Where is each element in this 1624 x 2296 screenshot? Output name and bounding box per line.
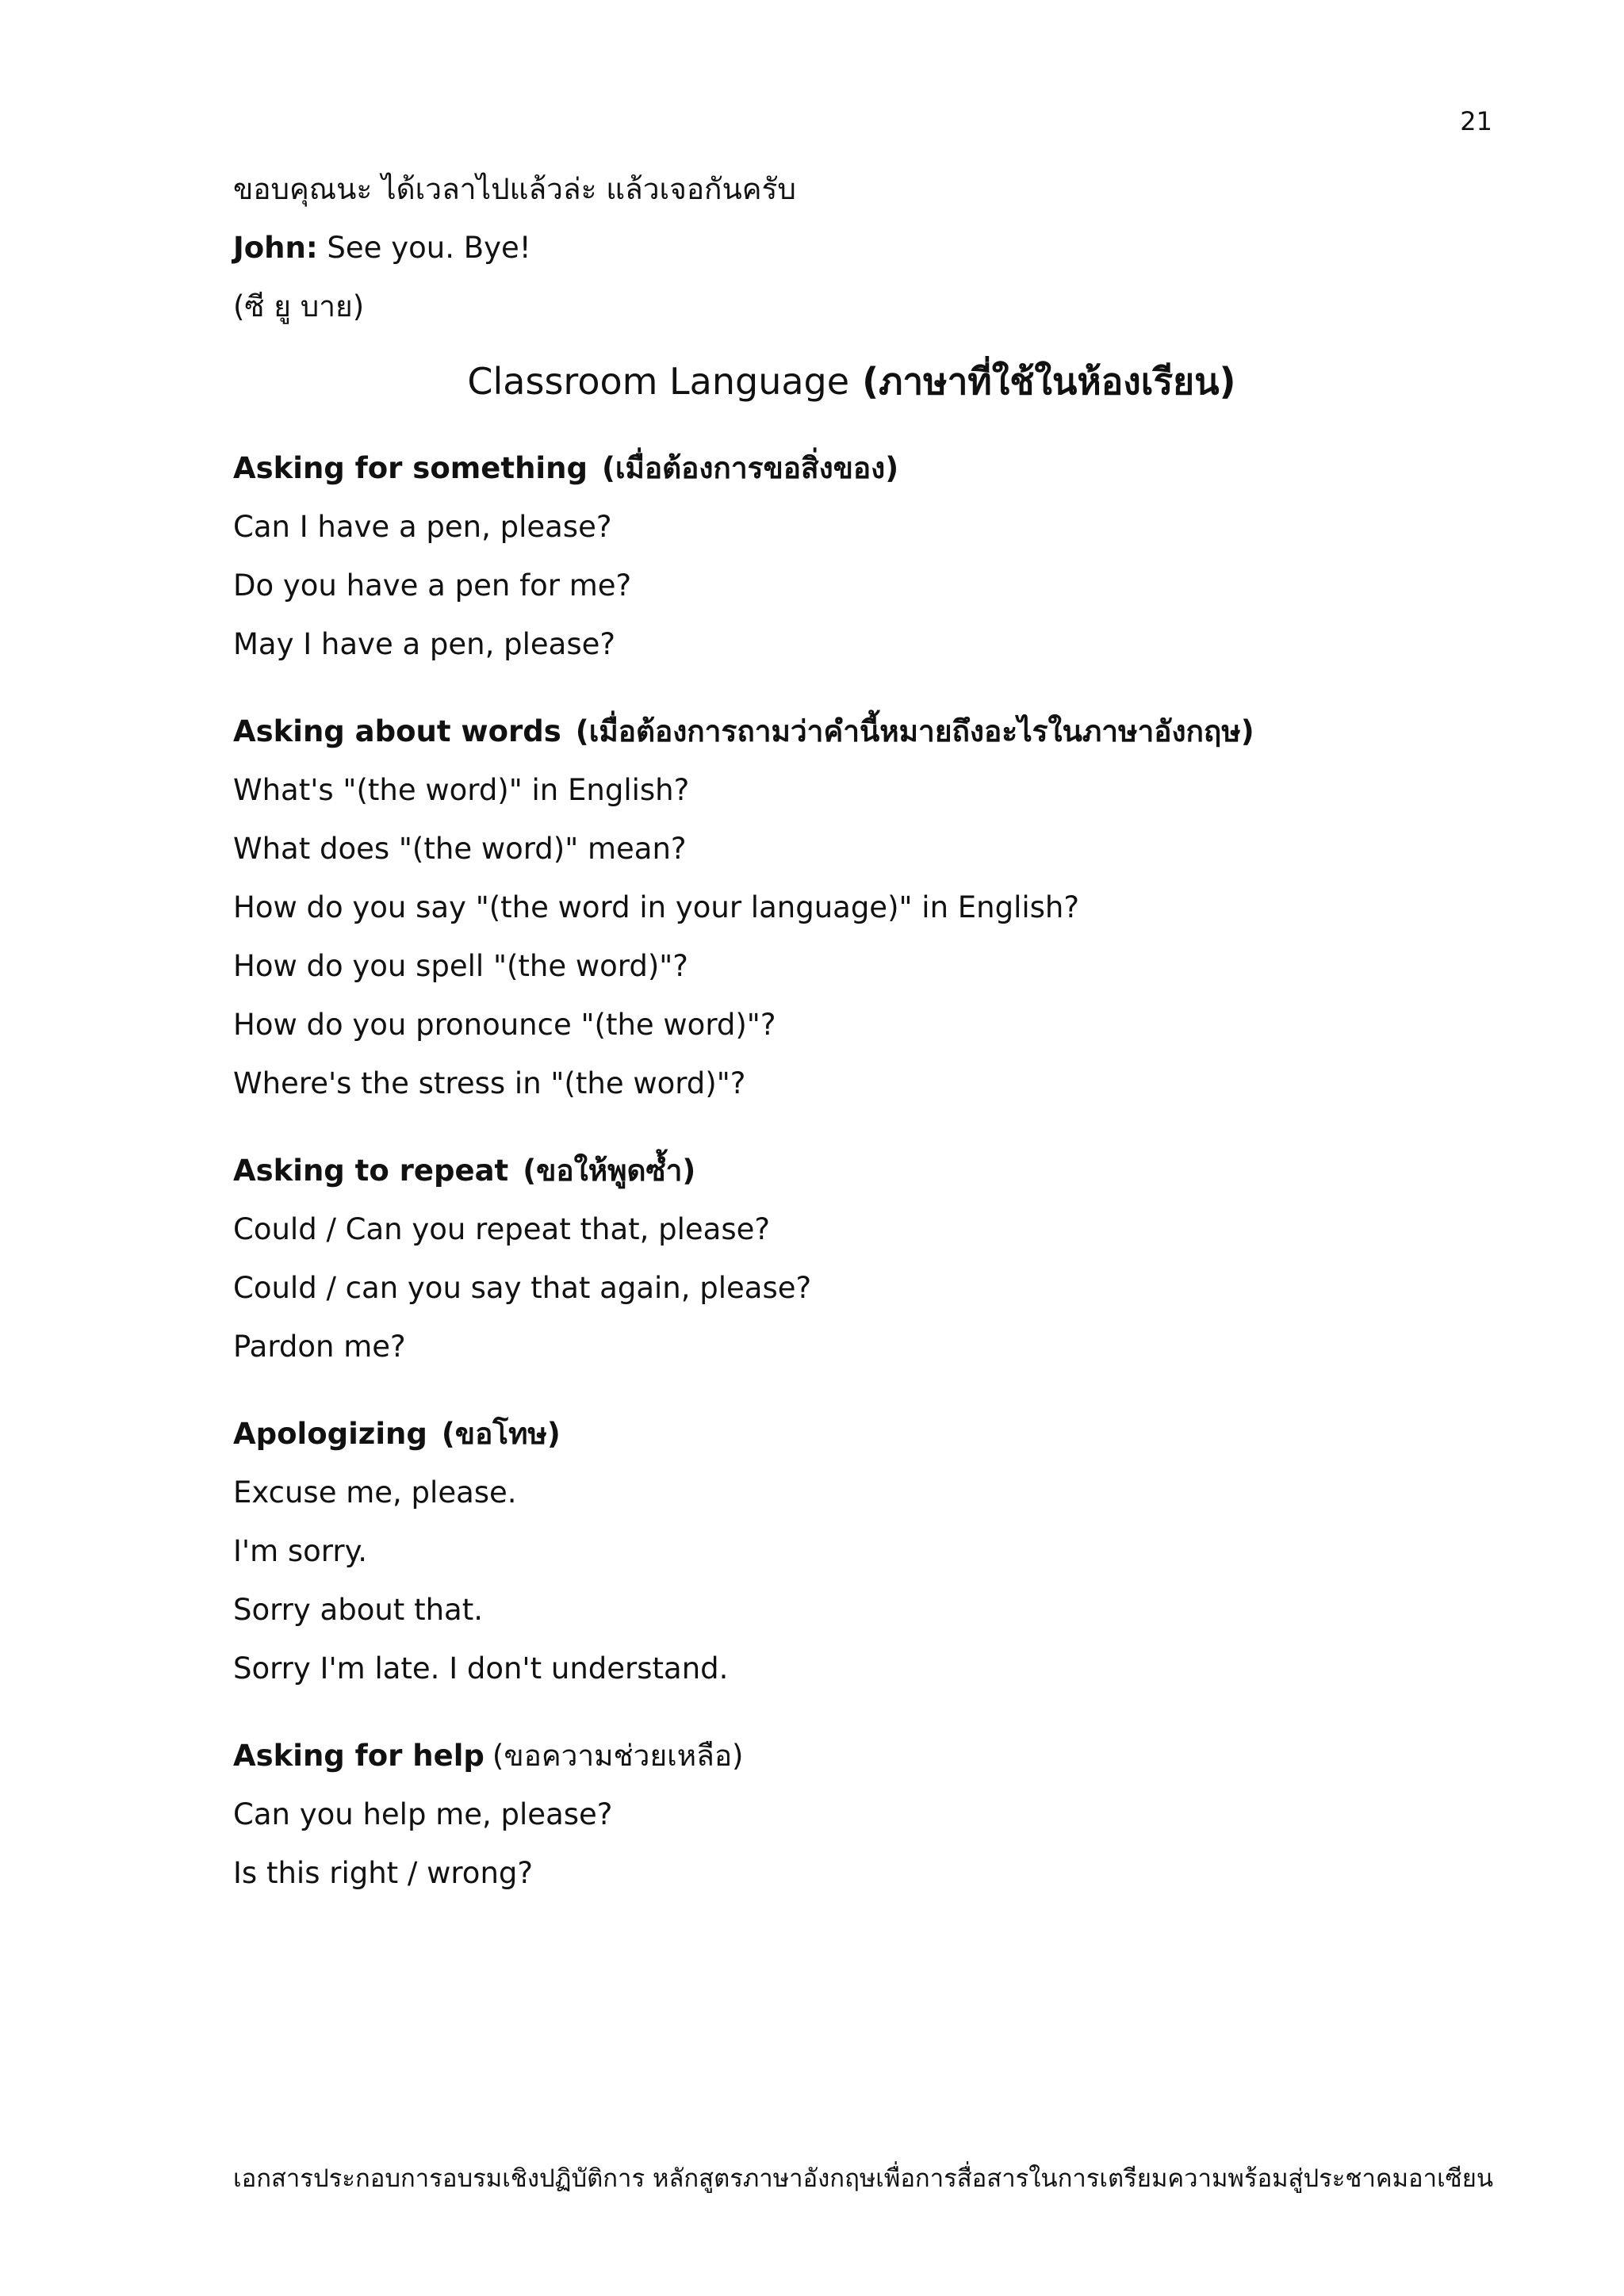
page-footer: เอกสารประกอบการอบรมเชิงปฏิบัติการ หลักสูตรภาษาอังกฤษเพื่อการสื่อสารในการเตรียมความพร้อมสู่ประชาคมอาเซียน	[233, 2164, 1494, 2193]
phrase-line: What's "(the word)" in English?	[233, 773, 690, 807]
section-heading-en: Apologizing	[233, 1417, 427, 1451]
section-heading-en: Asking to repeat	[233, 1154, 509, 1188]
section-heading	[233, 439, 1502, 498]
page-number: 21	[1460, 106, 1492, 136]
title-english: Classroom Language	[467, 360, 850, 403]
section-asking-for-help	[233, 1727, 1502, 1903]
section-heading	[233, 1142, 1502, 1200]
section-asking-for-something	[233, 439, 1502, 674]
phrase-line: Excuse me, please.	[233, 1475, 517, 1510]
phrase-line: How do you spell "(the word)"?	[233, 949, 688, 983]
section-asking-about-words	[233, 702, 1502, 1113]
phrase-line: Sorry I'm late. I don't understand.	[233, 1651, 729, 1686]
section-heading-en: Asking about words	[233, 714, 561, 748]
section-heading-en: Asking for something	[233, 451, 588, 485]
dialogue-line	[233, 219, 1502, 277]
intro-thai-line: ขอบคุณนะ ได้เวลาไปแล้วล่ะ แล้วเจอกันครับ	[233, 172, 796, 206]
phrase-line: Pardon me?	[233, 1330, 406, 1364]
section-heading-th: (ขอความช่วยเหลือ)	[492, 1739, 744, 1773]
phrase-line: How do you say "(the word in your language)" in English?	[233, 890, 1080, 924]
speaker-name: John:	[233, 231, 318, 265]
phrase-line: How do you pronounce "(the word)"?	[233, 1008, 776, 1042]
section-asking-to-repeat	[233, 1142, 1502, 1376]
pronunciation-line: (ซี ยู บาย)	[233, 289, 365, 323]
phrase-line: May I have a pen, please?	[233, 627, 616, 661]
phrase-line: Is this right / wrong?	[233, 1856, 534, 1890]
page-title	[233, 352, 1470, 411]
section-heading	[233, 702, 1502, 761]
phrase-line: Can you help me, please?	[233, 1797, 613, 1831]
speaker-text: See you. Bye!	[317, 231, 531, 265]
section-heading-th: (ขอโทษ)	[441, 1417, 561, 1451]
phrase-line: I'm sorry.	[233, 1534, 367, 1568]
phrase-line: Sorry about that.	[233, 1593, 483, 1627]
title-thai: (ภาษาที่ใช้ในห้องเรียน)	[862, 360, 1236, 403]
section-heading	[233, 1727, 1502, 1785]
phrase-line: What does "(the word)" mean?	[233, 832, 687, 866]
section-heading-en: Asking for help	[233, 1739, 485, 1773]
phrase-line: Can I have a pen, please?	[233, 510, 612, 544]
section-apologizing	[233, 1405, 1502, 1698]
section-heading-th: (ขอให้พูดซ้ำ)	[523, 1154, 696, 1188]
phrase-line: Could / can you say that again, please?	[233, 1271, 812, 1305]
section-heading	[233, 1405, 1502, 1464]
section-heading-th: (เมื่อต้องการขอสิ่งของ)	[601, 451, 899, 485]
phrase-line: Where's the stress in "(the word)"?	[233, 1066, 746, 1100]
document-body	[233, 160, 1502, 1903]
phrase-line: Do you have a pen for me?	[233, 568, 632, 603]
phrase-line: Could / Can you repeat that, please?	[233, 1212, 771, 1246]
section-heading-th: (เมื่อต้องการถามว่าคำนี้หมายถึงอะไรในภาษาอังกฤษ)	[575, 714, 1254, 748]
